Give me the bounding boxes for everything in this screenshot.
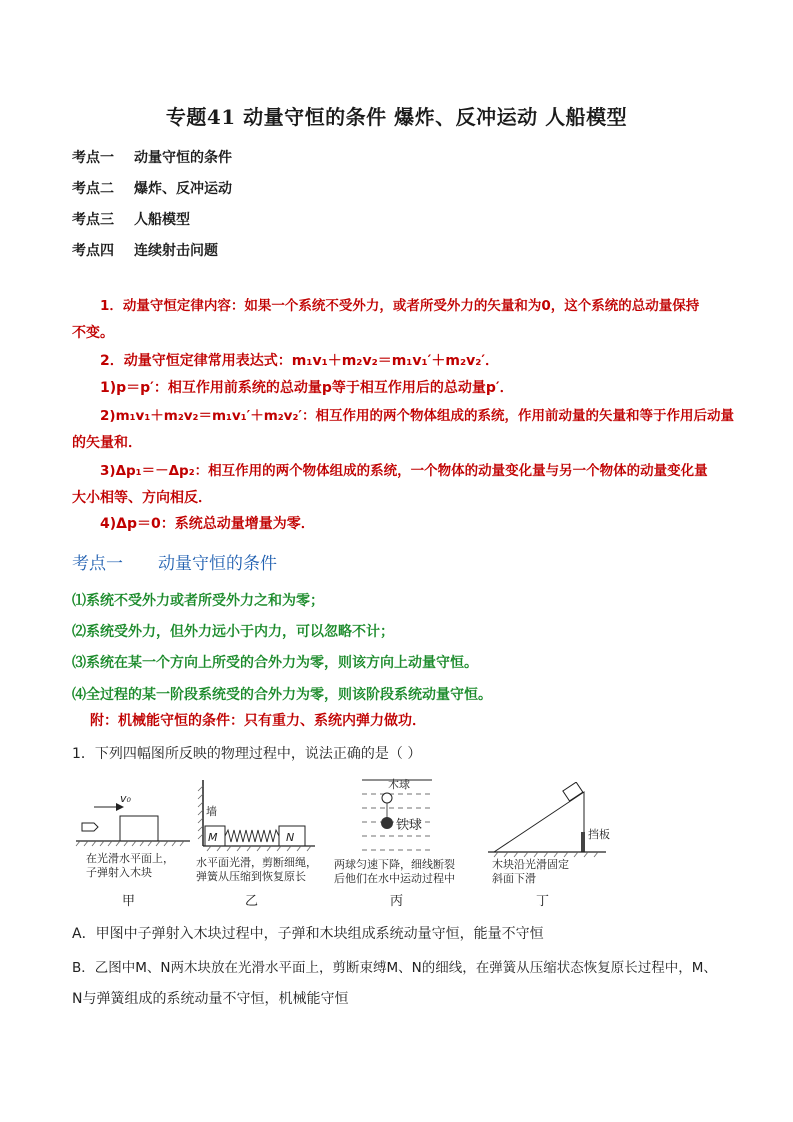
- section-heading: [72, 549, 277, 574]
- figure-yi: [193, 774, 323, 909]
- figure-caption: 在光滑水平面上，: [86, 852, 174, 865]
- wood-ball-label: 木球: [388, 778, 410, 791]
- outline-label: 考点二: [72, 181, 114, 197]
- figure-jia: [72, 790, 194, 909]
- summary-line-6: 4)Δp＝0：系统总动量增量为零．: [100, 516, 315, 532]
- figure-ding: [484, 782, 614, 907]
- figure-label: 甲: [122, 894, 136, 909]
- summary-line-2: 2．动量守恒定律常用表达式：m₁v₁＋m₂v₂＝m₁v₁′＋m₂v₂′．: [100, 353, 500, 369]
- question-stem: 1．下列四幅图所反映的物理过程中，说法正确的是（ ）: [72, 746, 422, 762]
- summary-line-1b: 不变。: [72, 325, 114, 341]
- summary-line-4a: 2)m₁v₁＋m₂v₂＝m₁v₁′＋m₂v₂′：相互作用的两个物体组成的系统，作用前动量的矢量和等于作用后动量: [100, 408, 734, 424]
- outline-item-1: [72, 147, 232, 167]
- figure-caption: 后他们在水中运动过程中: [334, 872, 455, 885]
- figure-bing: [332, 776, 472, 909]
- outline-text: 爆炸、反冲运动: [134, 181, 232, 197]
- figure-caption: 木块沿光滑固定: [492, 858, 569, 871]
- summary-line-5a: 3)Δp₁＝－Δp₂：相互作用的两个物体组成的系统，一个物体的动量变化量与另一个物体的动量变化量: [100, 463, 708, 479]
- block-m-label: M: [208, 831, 218, 844]
- figure-caption: 斜面下滑: [492, 872, 536, 885]
- option-a: A．甲图中子弹射入木块过程中，子弹和木块组成系统动量守恒，能量不守恒: [72, 926, 544, 942]
- figure-label: 丁: [536, 894, 550, 909]
- outline-label: 考点四: [72, 243, 114, 259]
- figure-caption: 水平面光滑，剪断细绳，: [196, 856, 317, 869]
- velocity-label: v₀: [120, 792, 131, 805]
- outline-text: 动量守恒的条件: [134, 150, 232, 166]
- figure-label: 乙: [245, 894, 259, 909]
- figure-label: 丙: [390, 894, 404, 909]
- section-label: 考点一: [72, 554, 123, 574]
- mechanical-energy-note: 附：机械能守恒的条件：只有重力、系统内弹力做功．: [90, 713, 426, 729]
- outline-label: 考点三: [72, 212, 114, 228]
- figure-caption: 两球匀速下降，细线断裂: [334, 858, 455, 871]
- block-n-label: N: [286, 831, 295, 844]
- condition-2: ⑵系统受外力，但外力远小于内力，可以忽略不计；: [72, 624, 394, 640]
- outline-text: 连续射击问题: [134, 243, 218, 259]
- wall-label: 墙: [206, 805, 217, 818]
- summary-line-1a: 1．动量守恒定律内容：如果一个系统不受外力，或者所受外力的矢量和为0，这个系统的总动量保持: [100, 298, 700, 314]
- outline-label: 考点一: [72, 150, 114, 166]
- summary-line-4b: 的矢量和．: [72, 435, 142, 451]
- figure-caption: 子弹射入木块: [86, 866, 152, 879]
- condition-3: ⑶系统在某一个方向上所受的合外力为零，则该方向上动量守恒。: [72, 655, 478, 671]
- option-b-line-2: N与弹簧组成的系统动量不守恒，机械能守恒: [72, 991, 349, 1007]
- stop-board-label: 挡板: [588, 828, 610, 841]
- incline-block-diagram: [484, 782, 614, 858]
- outline-item-3: [72, 209, 190, 229]
- summary-line-5b: 大小相等、方向相反．: [72, 490, 212, 506]
- option-b-line-1: B．乙图中M、N两木块放在光滑水平面上，剪断束缚M、N的细线，在弹簧从压缩状态恢复原长过程中，M、: [72, 960, 717, 976]
- summary-line-3: 1)p＝p′：相互作用前系统的总动量p等于相互作用后的总动量p′．: [100, 380, 514, 396]
- bullet-block-diagram: [72, 790, 194, 850]
- outline-item-2: [72, 178, 232, 198]
- condition-1: ⑴系统不受外力或者所受外力之和为零；: [72, 593, 324, 609]
- section-title: 动量守恒的条件: [158, 554, 277, 574]
- page-title: 专题41 动量守恒的条件 爆炸、反冲运动 人船模型: [165, 105, 628, 129]
- figure-caption: 弹簧从压缩到恢复原长: [196, 870, 306, 883]
- outline-item-4: [72, 240, 218, 260]
- iron-ball-label: 铁球: [396, 818, 423, 833]
- outline-text: 人船模型: [134, 212, 190, 228]
- condition-4: ⑷全过程的某一阶段系统受的合外力为零，则该阶段系统动量守恒。: [72, 687, 492, 703]
